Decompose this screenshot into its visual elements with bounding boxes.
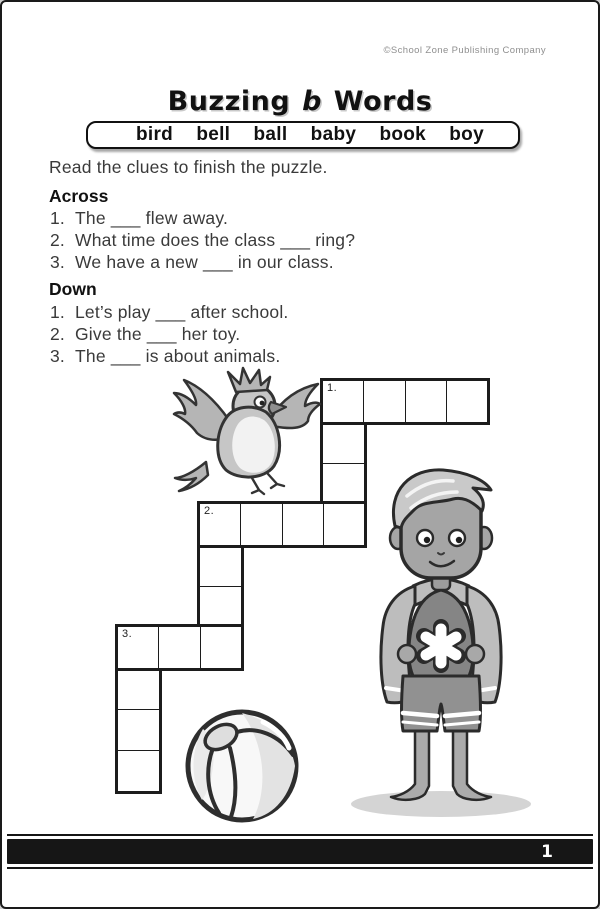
clue-text: What time does the class ___ ring? bbox=[75, 230, 356, 250]
puzzle-cell bbox=[118, 668, 159, 709]
word-bank-word: ball bbox=[253, 124, 288, 145]
across-heading: Across bbox=[49, 186, 109, 206]
puzzle-cell bbox=[447, 381, 487, 422]
puzzle-cell bbox=[200, 545, 241, 586]
puzzle-cell bbox=[406, 381, 447, 422]
copyright-text: ©School Zone Publishing Company bbox=[383, 45, 546, 56]
puzzle-cell bbox=[283, 504, 324, 545]
beach-ball-illustration bbox=[183, 707, 301, 825]
down-clue-2 bbox=[50, 323, 288, 345]
puzzle-word-across-5 bbox=[197, 501, 367, 548]
footer-bar bbox=[7, 839, 593, 864]
instructions-text: Read the clues to finish the puzzle. bbox=[49, 157, 328, 177]
footer bbox=[7, 834, 593, 869]
page-title bbox=[2, 86, 598, 117]
word-bank-box bbox=[86, 121, 520, 149]
title-letter-b: b bbox=[302, 86, 322, 117]
clue-text: The ___ is about animals. bbox=[75, 346, 281, 366]
word-bank-word: bird bbox=[136, 124, 174, 145]
clue-number: 1. bbox=[50, 302, 65, 322]
clue-text: Let’s play ___ after school. bbox=[75, 302, 289, 322]
clue-text: The ___ flew away. bbox=[75, 208, 229, 228]
puzzle-word-across-4 bbox=[320, 378, 490, 425]
clue-number: 1. bbox=[50, 208, 65, 228]
across-clue-1 bbox=[50, 207, 355, 229]
page-number: 1 bbox=[541, 841, 553, 862]
across-clue-2 bbox=[50, 229, 355, 251]
footer-bottom-rule bbox=[7, 867, 593, 869]
clue-number-label: 1. bbox=[327, 382, 338, 394]
clue-number: 3. bbox=[50, 346, 65, 366]
clue-number-label: 3. bbox=[122, 628, 133, 640]
word-bank-word: book bbox=[379, 124, 427, 145]
across-clue-3 bbox=[50, 251, 355, 273]
puzzle-cell bbox=[200, 504, 241, 545]
puzzle-cell bbox=[200, 587, 241, 628]
puzzle-cell bbox=[159, 627, 200, 668]
puzzle-cell bbox=[118, 751, 159, 791]
title-pre: Buzzing bbox=[167, 86, 301, 117]
puzzle-cell bbox=[323, 422, 364, 463]
puzzle-word-across-6 bbox=[115, 624, 244, 671]
flying-bird-illustration bbox=[172, 366, 322, 496]
clue-text: Give the ___ her toy. bbox=[75, 324, 241, 344]
clue-number: 2. bbox=[50, 230, 65, 250]
word-bank-word: bell bbox=[196, 124, 231, 145]
clue-number-label: 2. bbox=[204, 505, 215, 517]
footer-top-rule bbox=[7, 834, 593, 836]
puzzle-cell bbox=[118, 710, 159, 751]
down-clue-list bbox=[50, 301, 288, 367]
down-clue-1 bbox=[50, 301, 288, 323]
word-bank-word: boy bbox=[449, 124, 484, 145]
clue-text: We have a new ___ in our class. bbox=[75, 252, 334, 272]
puzzle-cell bbox=[201, 627, 241, 668]
clue-number: 3. bbox=[50, 252, 65, 272]
word-bank-word: baby bbox=[310, 124, 357, 145]
puzzle-cell bbox=[241, 504, 282, 545]
boy-with-towel-illustration bbox=[345, 464, 537, 820]
puzzle-cell bbox=[118, 627, 159, 668]
puzzle-cell bbox=[323, 381, 364, 422]
title-post: Words bbox=[323, 86, 433, 117]
puzzle-cell bbox=[364, 381, 405, 422]
down-clue-3 bbox=[50, 345, 288, 367]
across-clue-list bbox=[50, 207, 355, 273]
down-heading: Down bbox=[49, 279, 97, 299]
clue-number: 2. bbox=[50, 324, 65, 344]
